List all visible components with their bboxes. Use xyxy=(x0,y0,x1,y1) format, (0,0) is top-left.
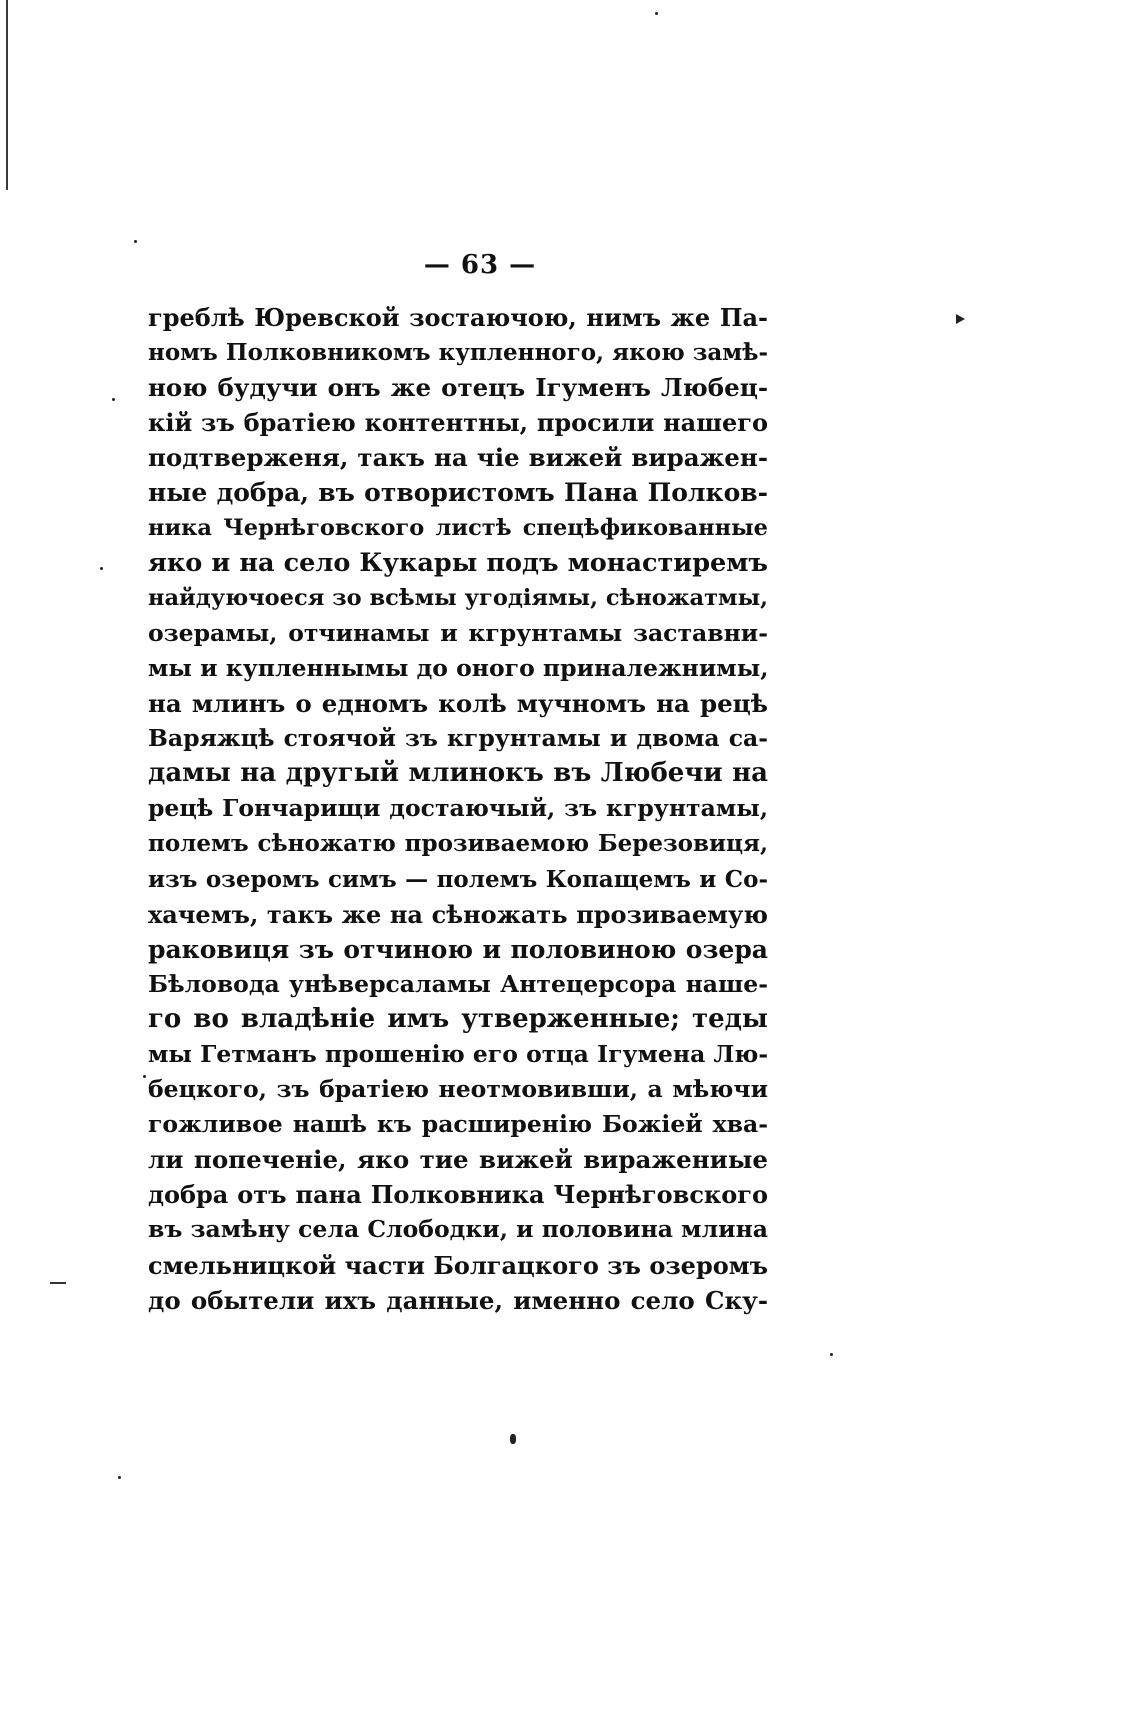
text-line: раковиця зъ отчиною и половиною озера xyxy=(148,934,768,964)
print-mark-dash xyxy=(50,1282,66,1284)
body-text xyxy=(148,300,768,1318)
text-line: добра отъ пана Полковника Чернѣговского xyxy=(148,1180,768,1210)
text-line: изъ озеромъ симъ — полемъ Копащемъ и Со- xyxy=(148,865,768,893)
text-line: ные добра, въ отвористомъ Пана Полков- xyxy=(148,478,768,508)
text-line: полемъ сѣножатю прозиваемою Березовиця, xyxy=(148,830,768,858)
text-line: Бѣловода унѣверсаламы Антецерсора наше- xyxy=(148,969,768,998)
text-line: на млинъ о едномъ колѣ мучномъ на рецѣ xyxy=(148,689,768,719)
text-line: мы и купленнымы до оного приналежнимы, xyxy=(148,653,769,682)
speck xyxy=(143,1075,146,1078)
speck xyxy=(112,398,115,401)
text-line: смельницкой части Болгацкого зъ озеромъ xyxy=(148,1250,768,1280)
text-line: Варяжцѣ стоячой зъ кгрунтамы и двома са- xyxy=(148,724,768,753)
text-line: ною будучи онъ же отецъ Ігуменъ Любец- xyxy=(148,373,768,403)
text-line: яко и на село Кукары подъ монастиремъ xyxy=(148,547,768,578)
text-line: кій зъ братіею контентны, просили нашего xyxy=(148,408,768,438)
text-line: найдуючоеся зо всѣмы угодіямы, сѣножатмы, xyxy=(148,584,768,611)
text-line: до обытели ихъ данные, именно село Ску- xyxy=(148,1285,768,1315)
page-edge-line xyxy=(6,0,8,190)
speck xyxy=(100,567,103,570)
text-line: ли попеченіе, яко тие вижей виражениые xyxy=(148,1145,768,1175)
text-line: озерамы, отчинамы и кгрунтамы заставни- xyxy=(148,618,768,647)
speck xyxy=(134,240,137,243)
text-line: ника Чернѣговского листѣ спецѣфикованные xyxy=(148,514,768,541)
text-line: го во владѣніе имъ утверженные; теды xyxy=(148,1003,768,1034)
text-line: греблѣ Юревской зостаючою, нимъ же Па- xyxy=(148,303,768,332)
text-line: номъ Полковникомъ купленного, якою замѣ- xyxy=(148,339,768,367)
text-line: бецкого, зъ братіею неотмовивши, а мѣючи xyxy=(148,1075,768,1104)
page-number: — 63 — xyxy=(423,250,537,280)
print-mark-arrow xyxy=(956,314,965,324)
speck xyxy=(118,1476,121,1479)
text-line: подтверженя, такъ на чіе вижей виражен- xyxy=(148,443,768,473)
text-line: гожливое нашѣ къ расширенію Божіей хва- xyxy=(148,1110,768,1139)
text-line: рецѣ Гончарищи достаючый, зъ кгрунтамы, xyxy=(148,794,768,823)
speck xyxy=(655,12,658,15)
ink-blot xyxy=(510,1434,516,1444)
text-line: мы Гетманъ прошенію его отца Ігумена Лю- xyxy=(148,1039,769,1068)
text-line: хачемъ, такъ же на сѣножать прозиваемую xyxy=(148,899,768,929)
text-line: дамы на другый млинокъ въ Любечи на xyxy=(148,758,768,789)
speck xyxy=(830,1353,833,1356)
text-line: въ замѣну села Слободки, и половина млина xyxy=(148,1215,769,1244)
